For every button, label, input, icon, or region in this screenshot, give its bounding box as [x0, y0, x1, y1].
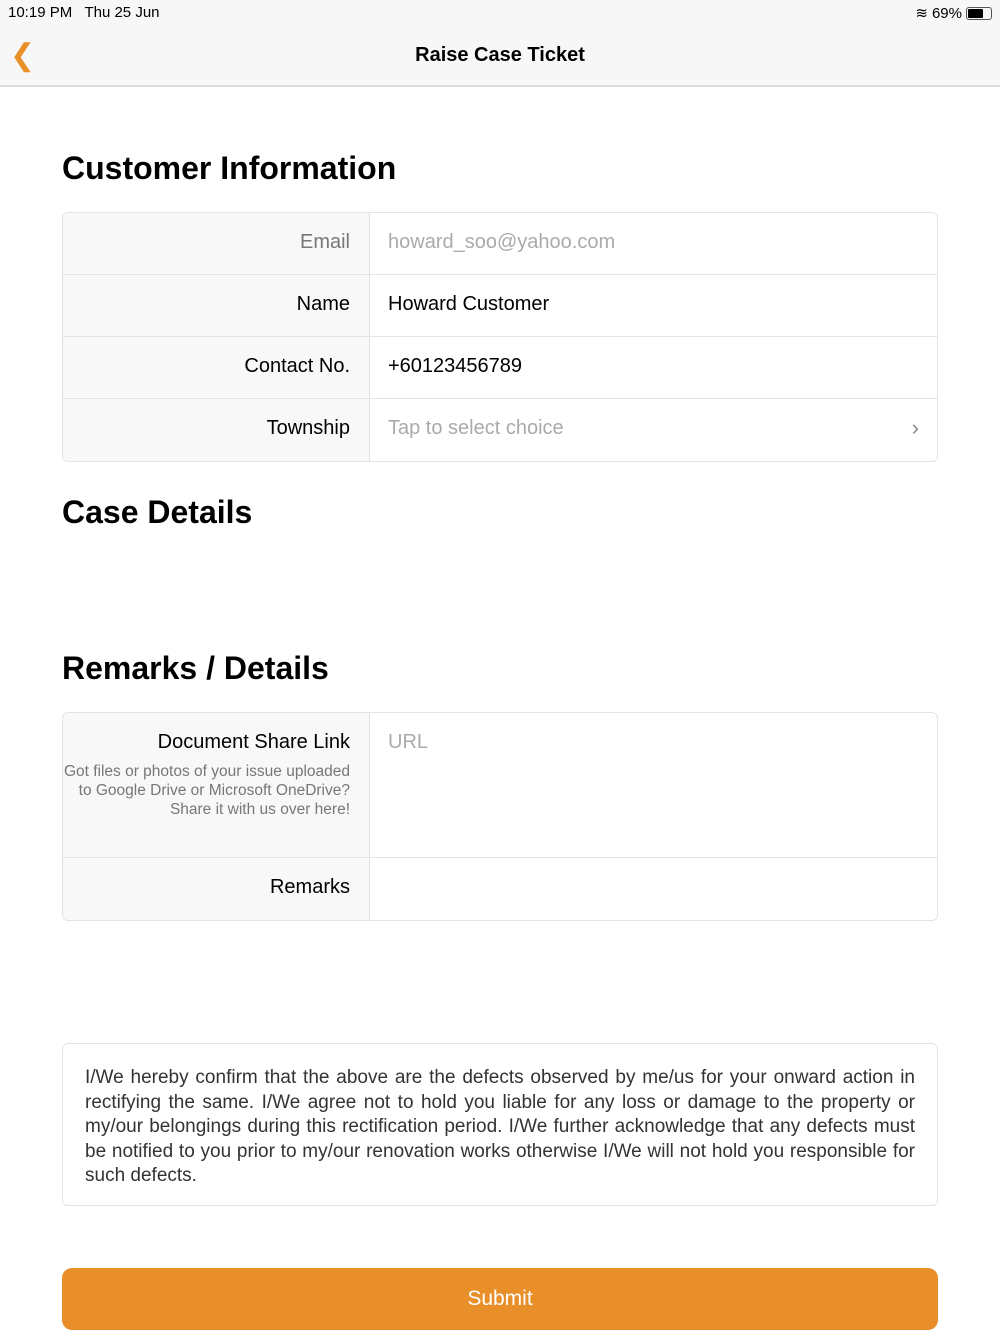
page-title: Raise Case Ticket: [415, 44, 585, 66]
doc-link-input[interactable]: URL: [388, 731, 429, 753]
contact-field[interactable]: +60123456789: [388, 355, 523, 377]
battery-percent: 69%: [931, 4, 962, 22]
chevron-left-icon: ❮: [10, 39, 36, 72]
township-label: Township: [63, 399, 370, 461]
customer-info-heading: Customer Information: [62, 150, 397, 186]
remarks-table: [62, 712, 938, 921]
contact-label: Contact No.: [63, 337, 370, 398]
case-details-heading: Case Details: [62, 494, 253, 530]
doc-link-label: Document Share Link: [157, 731, 350, 753]
battery-icon: [966, 7, 992, 20]
status-time: 10:19 PM Thu 25 Jun: [8, 4, 160, 21]
chevron-right-icon: ›: [911, 415, 919, 440]
remarks-label: Remarks: [63, 858, 370, 920]
nav-bar: [0, 24, 1000, 87]
doc-link-hint: Got files or photos of your issue uploaded to Google Drive or Microsoft OneDrive? Share it with us over here!: [63, 763, 350, 818]
township-select[interactable]: [370, 399, 937, 461]
email-label: Email: [63, 213, 370, 274]
remarks-input[interactable]: [370, 858, 937, 920]
customer-info-table: [62, 212, 938, 462]
remarks-heading: Remarks / Details: [62, 650, 329, 686]
name-label: Name: [63, 275, 370, 336]
wifi-icon: ≋: [915, 5, 928, 22]
township-placeholder: Tap to select choice: [388, 417, 564, 439]
name-field[interactable]: Howard Customer: [388, 293, 550, 315]
status-bar: [0, 0, 1000, 24]
submit-button[interactable]: Submit: [62, 1268, 938, 1330]
email-field[interactable]: howard_soo@yahoo.com: [388, 231, 616, 253]
disclaimer-text: I/We hereby confirm that the above are the defects observed by me/us for your onward action in rectifying the same. I/We agree not to hold you liable for any loss or damage to the property or my/our belongings during this rectification period. I/We further acknowledge that any defects must be notified to you prior to my/our renovation works otherwise I/We will not hold you responsible for such defects.: [62, 1043, 938, 1206]
